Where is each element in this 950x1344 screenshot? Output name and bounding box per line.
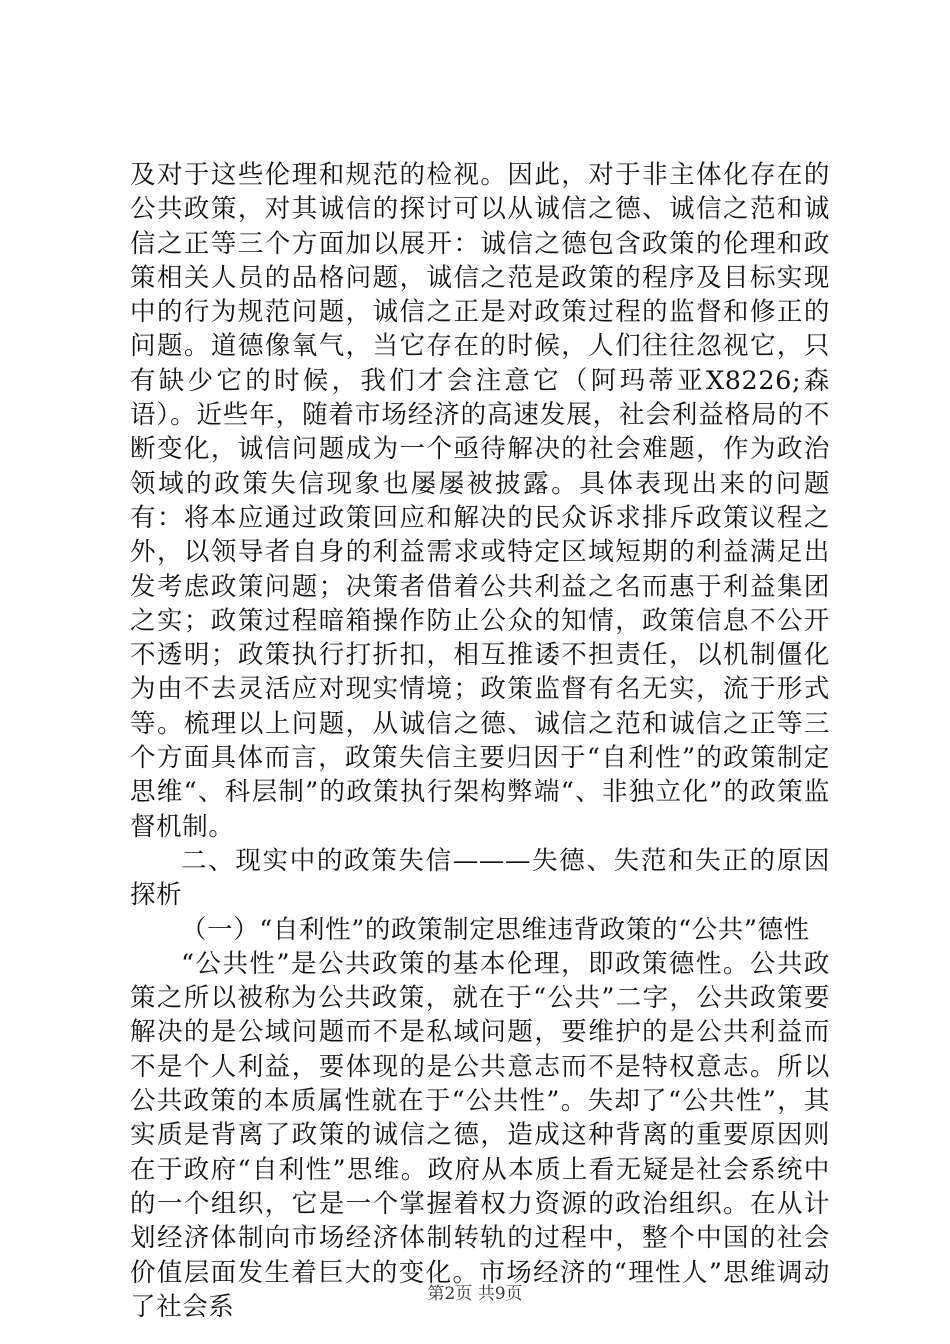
document-body	[130, 158, 830, 1324]
body-paragraph: “公共性”是公共政策的基本伦理，即政策德性。公共政策之所以被称为公共政策，就在于“公共”二字，公共政策要解决的是公域问题而不是私域问题，要维护的是公共利益而不是个人利益，要体现的是公共意志而不是特权意志。所以公共政策的本质属性就在于“公共性”。失却了“公共性”，其实质是背离了政策的诚信之德，造成这种背离的重要原因则在于政府“自利性”思维。政府从本质上看无疑是社会系统中的一个组织，它是一个掌握着权力资源的政治组织。在从计划经济体制向市场经济体制转轨的过程中，整个中国的社会价值层面发生着巨大的变化。市场经济的“理性人”思维调动了社会系	[130, 948, 830, 1322]
body-paragraph: 及对于这些伦理和规范的检视。因此，对于非主体化存在的公共政策，对其诚信的探讨可以从诚信之德、诚信之范和诚信之正等三个方面加以展开：诚信之德包含政策的伦理和政策相关人员的品格问题，诚信之范是政策的程序及目标实现中的行为规范问题，诚信之正是对政策过程的监督和修正的问题。道德像氧气，当它存在的时候，人们往往忽视它，只有缺少它的时候，我们才会注意它（阿玛蒂亚X8226;森语）。近些年，随着市场经济的高速发展，社会利益格局的不断变化，诚信问题成为一个亟待解决的社会难题，作为政治领域的政策失信现象也屡屡被披露。具体表现出来的问题有：将本应通过政策回应和解决的民众诉求排斥政策议程之外，以领导者自身的利益需求或特定区域短期的利益满足出发考虑政策问题；决策者借着公共利益之名而惠于利益集团之实；政策过程暗箱操作防止公众的知情，政策信息不公开不透明；政策执行打折扣，相互推诿不担责任，以机制僵化为由不去灵活应对现实情境；政策监督有名无实，流于形式等。梳理以上问题，从诚信之德、诚信之范和诚信之正等三个方面具体而言，政策失信主要归因于“自利性”的政策制定思维“、科层制”的政策执行架构弊端“、非独立化”的政策监督机制。	[130, 160, 830, 842]
section-heading: 二、现实中的政策失信———失德、失范和失正的原因探析	[130, 845, 830, 911]
page-number-footer: 第2页 共9页	[427, 1284, 523, 1304]
subsection-heading: （一）“自利性”的政策制定思维违背政策的“公共”德性	[181, 914, 810, 945]
